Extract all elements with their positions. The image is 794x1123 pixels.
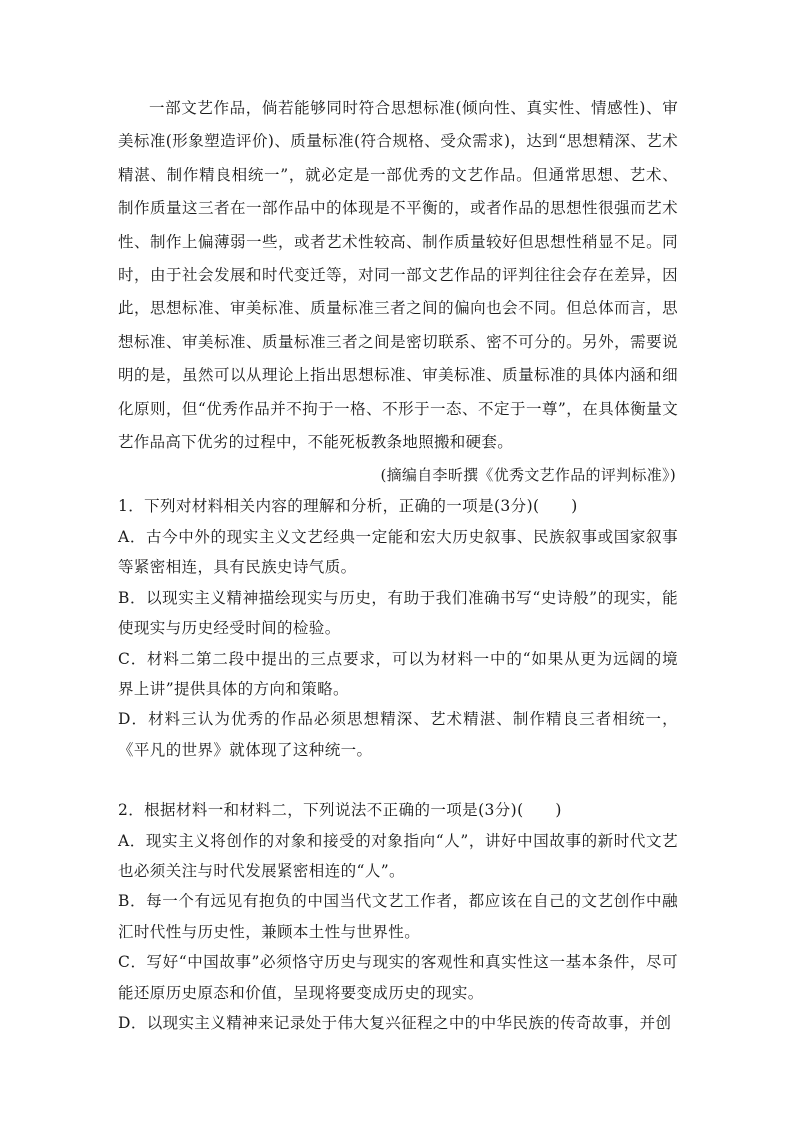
question-1-option-d: D．材料三认为优秀的作品必须思想精深、艺术精湛、制作精良三者相统一，《平凡的世界》就体现了这种统一。 [118, 710, 678, 759]
question-2-option-d: D．以现实主义精神来记录处于伟大复兴征程之中的中华民族的传奇故事，并创 [118, 1013, 672, 1032]
question-2-option-b: B．每一个有远见有抱负的中国当代文艺工作者，都应该在自己的文艺创作中融汇时代性与历史性，兼顾本土性与世界性。 [118, 892, 678, 941]
question-spacer [118, 765, 678, 795]
passage-source: (摘编自李昕撰《优秀文艺作品的评判标准》) [380, 466, 676, 485]
question-1-option-c: C．材料二第二段中提出的三点要求，可以为材料一中的“如果从更为远阔的境界上讲”提供具体的方向和策略。 [118, 649, 678, 698]
question-2-option-c: C．写好“中国故事”必须恪守历史与现实的客观性和真实性这一基本条件，尽可能还原历史原态和价值，呈现将要变成历史的现实。 [118, 953, 678, 1002]
question-1 [118, 491, 678, 765]
question-2-option-a: A．现实主义将创作的对象和接受的对象指向“人”，讲好中国故事的新时代文艺也必须关注与时代发展紧密相连的“人”。 [118, 831, 678, 880]
document-content [118, 92, 678, 1038]
question-2-stem: 2．根据材料一和材料二，下列说法不正确的一项是(3分)( ) [118, 801, 562, 820]
passage-text: 一部文艺作品，倘若能够同时符合思想标准(倾向性、真实性、情感性)、审美标准(形象塑造评价)、质量标准(符合规格、受众需求)，达到“思想精深、艺术精湛、制作精良相统一”，就必定是一部优秀的文艺作品。但通常思想、艺术、制作质量这三者在一部作品中的体现是不平衡的，或者作品的思想性很强而艺术性、制作上偏薄弱一些，或者艺术性较高、制作质量较好但思想性稍显不足。同时，由于社会发展和时代变迁等，对同一部文艺作品的评判往往会存在差异，因此，思想标准、审美标准、质量标准三者之间的偏向也会不同。但总体而言，思想标准、审美标准、质量标准三者之间是密切联系、密不可分的。另外，需要说明的是，虽然可以从理论上指出思想标准、审美标准、质量标准的具体内涵和细化原则，但“优秀作品并不拘于一格、不形于一态、不定于一尊”，在具体衡量文艺作品高下优劣的过程中，不能死板教条地照搬和硬套。 [118, 99, 678, 452]
question-2 [118, 795, 678, 1038]
question-1-stem: 1．下列对材料相关内容的理解和分析，正确的一项是(3分)( ) [118, 497, 578, 516]
question-1-option-b: B．以现实主义精神描绘现实与历史，有助于我们准确书写“史诗般”的现实，能使现实与历史经受时间的检验。 [118, 588, 678, 638]
question-1-option-a: A．古今中外的现实主义文艺经典一定能和宏大历史叙事、民族叙事或国家叙事等紧密相连，具有民族史诗气质。 [118, 527, 678, 577]
